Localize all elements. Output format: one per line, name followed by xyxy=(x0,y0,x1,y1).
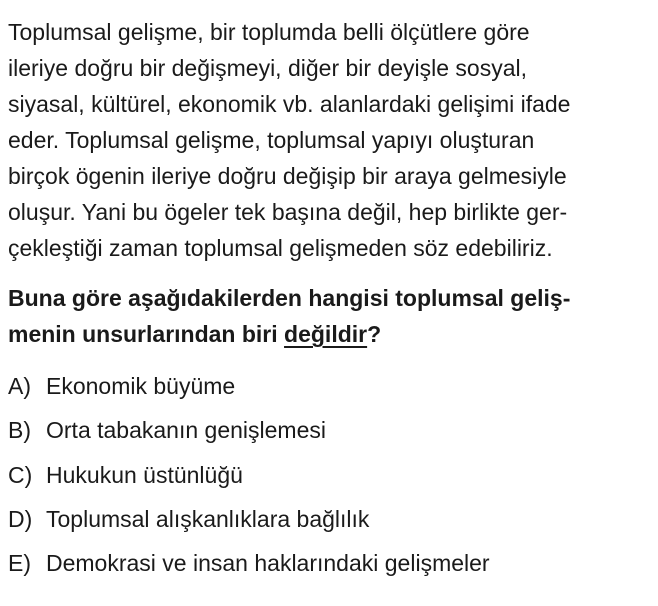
question-text: menin unsurlarından biri xyxy=(8,321,285,347)
passage-line: eder. Toplumsal gelişme, toplumsal yapıyı oluşturan xyxy=(8,127,535,153)
option-letter: D) xyxy=(8,506,33,532)
option-text: Ekonomik büyüme xyxy=(46,373,236,399)
passage-line: ileriye doğru bir değişmeyi, diğer bir deyişle sosyal, xyxy=(8,55,528,81)
passage-line: birçok ögenin ileriye doğru değişip bir araya gelmesiyle xyxy=(8,163,567,189)
question-line xyxy=(8,320,381,348)
option-letter: C) xyxy=(8,462,33,488)
passage-line: Toplumsal gelişme, bir toplumda belli ölçütlere göre xyxy=(8,19,530,45)
passage-line: çekleştiği zaman toplumsal gelişmeden söz edebiliriz. xyxy=(8,235,553,261)
option-text: Toplumsal alışkanlıklara bağlılık xyxy=(46,506,370,532)
option-letter: A) xyxy=(8,373,31,399)
option-b[interactable] xyxy=(8,416,326,444)
passage-line: siyasal, kültürel, ekonomik vb. alanlardaki gelişimi ifade xyxy=(8,91,571,117)
option-c[interactable] xyxy=(8,461,243,489)
question-emphasis: değildir xyxy=(284,321,368,347)
question-line: Buna göre aşağıdakilerden hangisi toplumsal geliş- xyxy=(8,285,571,311)
option-letter: E) xyxy=(8,550,31,576)
option-letter: B) xyxy=(8,417,31,443)
option-text: Demokrasi ve insan haklarındaki gelişmeler xyxy=(46,550,490,576)
option-d[interactable] xyxy=(8,505,369,533)
option-text: Orta tabakanın genişlemesi xyxy=(46,417,326,443)
option-e[interactable] xyxy=(8,549,490,577)
option-text: Hukukun üstünlüğü xyxy=(46,462,243,488)
option-a[interactable] xyxy=(8,372,235,400)
question-mark: ? xyxy=(367,321,382,347)
passage-line: oluşur. Yani bu ögeler tek başına değil, hep birlikte ger- xyxy=(8,199,568,225)
